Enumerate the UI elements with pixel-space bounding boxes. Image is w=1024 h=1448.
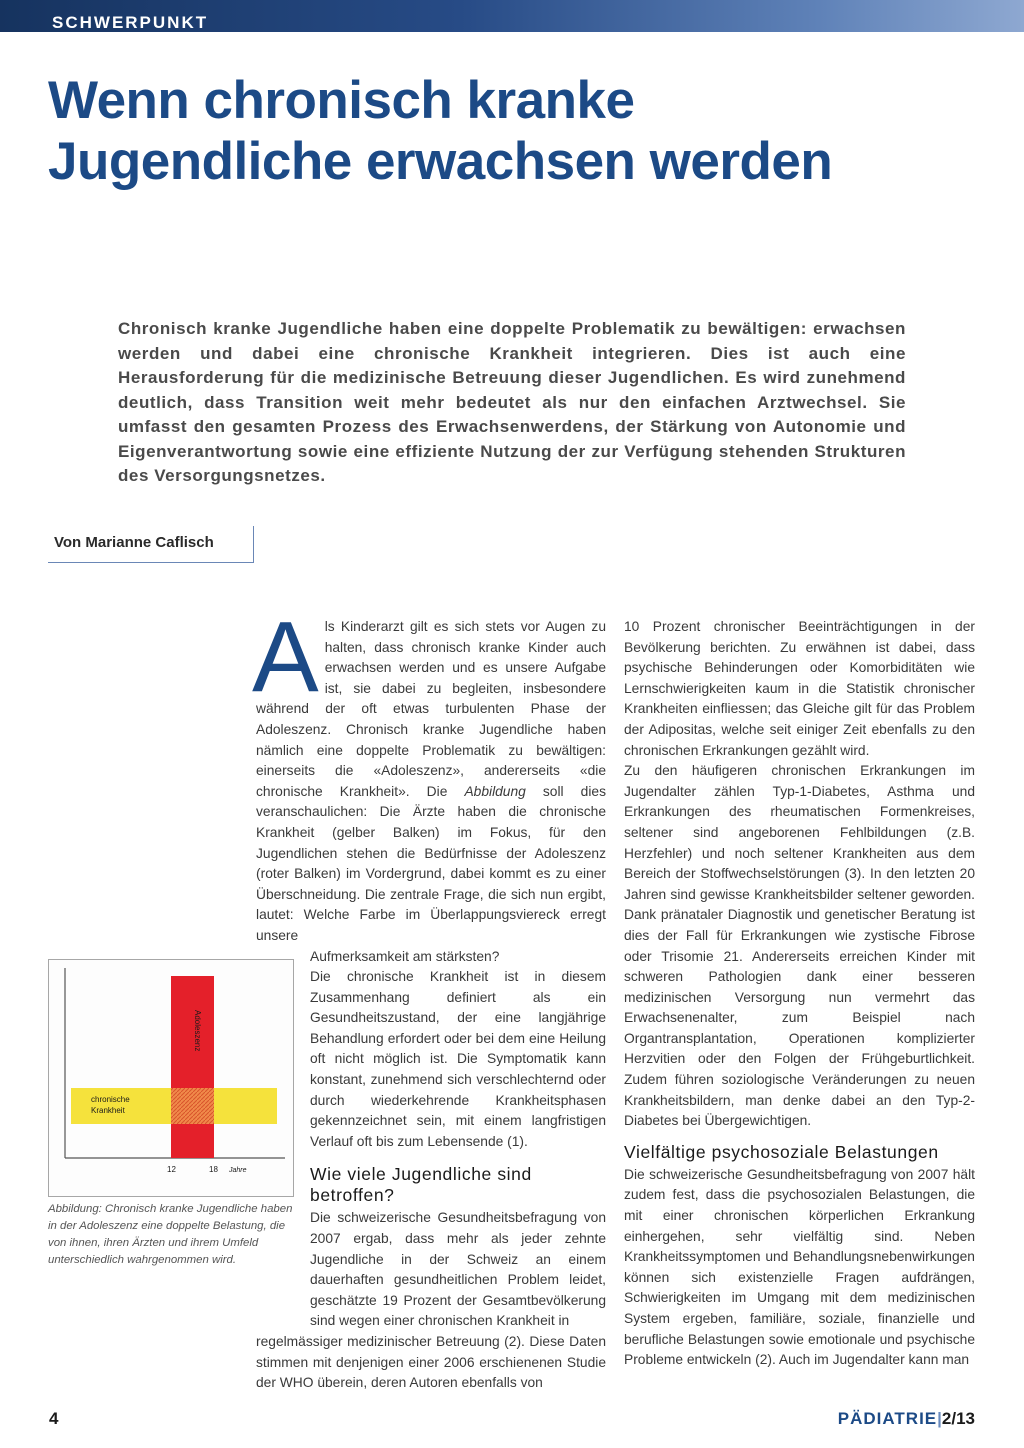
issue-number: 2/13 (941, 1409, 975, 1428)
paragraph-text: ls Kinderarzt gilt es sich stets vor Augen zu halten, dass chronisch kranke Kinder auch erwachsen werden und es unsere Aufgabe ist, sie dabei zu begleiten, insbesondere während der oft etwas turbulenten Phase der Adoleszenz. Chronisch kranke Jugendliche haben nämlich eine doppelte Problematik zu bewältigen: einerseits die «Adoleszenz», andererseits «die chronische Krankheit». Die (256, 619, 606, 799)
journal-footer (838, 1409, 975, 1429)
body-paragraph: Zu den häufigeren chronischen Erkrankungen im Jugendalter zählen Typ-1-Diabetes, Asthma und Erkrankungen des rheumatischen Formenkreises, seltener sind angeborenen Fehlbildungen (z.B. Herzfehler) und noch seltener Krankheiten aus dem Bereich der Stoffwechselstörungen (3). In den letzten 20 Jahren sind gewisse Krankheitsbilder seltener geworden. Dank pränataler Diagnostik und genetischer Beratung ist dies der Fall für Erkrankungen wie zystische Fibrose oder Trisomie 21. Andererseits erreichen Kinder mit schweren Pathologien dank einer besseren medizinischen Versorgung nun vermehrt das Erwachsenenalter, zum Beispiel nach Organtransplantation, Operationen komplizierter Herzvitien oder den Folgen der Frühgeburtlichkeit. Zudem führen soziologische Veränderungen zu neuen Krankheitsbildern, man denke dabei an den Typ-2-Diabetes bei Übergewichtigen. (624, 763, 975, 1129)
lead-paragraph: Chronisch kranke Jugendliche haben eine doppelte Problematik zu bewältigen: erwachsen werden und dabei eine chronische Krankheit integrieren. Dies ist auch eine Herausforderung für die medizinische Betreuung dieser Jugendlichen. Es wird zunehmend deutlich, dass Transition weit mehr bedeutet als nur den einfachen Arztwechsel. Sie umfasst den gesamten Prozess des Erwachsenwerdens, der Stärkung von Autonomie und Eigenverantwortung sowie eine effiziente Nutzung der zur Verfügung stehenden Strukturen des Versorgungsnetzes. (118, 319, 906, 485)
figure-diagram (49, 960, 293, 1196)
adolescence-label: Adoleszenz (193, 1010, 202, 1052)
body-paragraph: Die chronische Krankheit ist in diesem Zusammenhang definiert als ein Gesundheitszustand, der eine langjährige Behandlung erfordert oder bei dem eine Heilung oft nicht möglich ist. Die Symptomatik kann konstant, zunehmend sich verschlechternd oder durch wiederkehrende Krankheitsphasen gekennzeichnet sein, mit einem langfristigen Verlauf oft bis zum Lebensende (1). (310, 969, 606, 1149)
title-line-2: Jugendliche erwachsen werden (48, 132, 833, 191)
tick-label-12: 12 (167, 1165, 176, 1174)
subheading: Wie viele Jugendliche sind betroffen? (310, 1164, 532, 1206)
paragraph-text: soll dies veranschaulichen: Die Ärzte haben die chronische Krankheit (gelber Balken) im Fokus, für den Jugendlichen stehen die Bedürfnisse der Adoleszenz (roter Balken) im Vordergrund, dabei kommt es zu einer Überschneidung. Die zentrale Frage, die sich nun ergibt, lautet: Welche Farbe im Überlappungsviereck erregt unsere (256, 783, 606, 943)
body-column-2 (624, 617, 975, 1371)
chronic-label-line-2: Krankheit (91, 1106, 125, 1115)
body-paragraph: Aufmerksamkeit am stärksten? (310, 948, 500, 964)
section-label: SCHWERPUNKT (52, 13, 209, 32)
tick-label-18: 18 (209, 1165, 218, 1174)
journal-separator: | (937, 1409, 942, 1428)
body-paragraph: Die schweizerische Gesundheitsbefragung von 2007 ergab, dass mehr als jeder zehnte Jugendliche in der Schweiz an einem dauerhaften gesundheitlichen Problem leidet, geschätzte 19 Prozent der Gesamtbevölkerung sind wegen einer chronischen Krankheit in (310, 1210, 606, 1329)
body-column-1 (252, 601, 606, 1394)
figure-reference: Abbildung (464, 783, 526, 799)
journal-name: PÄDIATRIE (837, 1409, 938, 1428)
chronic-label-line-1: chronische (91, 1095, 130, 1104)
title-line-1: Wenn chronisch kranke (48, 71, 635, 130)
figure-caption: Abbildung: Chronisch kranke Jugendliche haben in der Adoleszenz eine doppelte Belastung, die von ihnen, ihren Ärzten und ihrem Umfeld unterschiedlich wahrgenommen wird. (48, 1203, 293, 1266)
figure-adolescence-chronic-illness (48, 959, 294, 1197)
body-paragraph: 10 Prozent chronischer Beeinträchtigungen in der Bevölkerung berichten. Zu erwähnen ist dabei, dass psychische Behinderungen oder Komorbiditäten wie Lernschwierigkeiten kaum in die Statistik chronischer Krankheiten einfliessen; das Gleiche gilt für das Problem der Adipositas, welche seit einiger Zeit ebenfalls zu den chronischen Erkrankungen gezählt wird. (624, 619, 975, 758)
article-title (48, 70, 988, 192)
body-paragraph: regelmässiger medizinischer Betreuung (2). Diese Daten stimmen mit denjenigen einer 2006 erschienenen Studie der WHO überein, deren Autoren ebenfalls von (256, 1334, 606, 1391)
body-paragraph: Die schweizerische Gesundheitsbefragung von 2007 hält zudem fest, dass die psychosozialen Belastungen, die mit einer chronischen körperlichen Erkrankung einhergehen, sehr vielfältig sind. Neben Krankheitssymptomen und Behandlungsnebenwirkungen können sich existenzielle Fragen aufdrängen, Schwierigkeiten im Umgang mit dem medizinischen System ergeben, familiäre, soziale, finanzielle und berufliche Belastungen sowie emotionale und psychische Probleme entwickeln (2). Auch im Jugendalter kann man (624, 1166, 975, 1368)
axis-unit-label: Jahre (229, 1167, 247, 1174)
author-byline: Von Marianne Caflisch (54, 534, 214, 551)
author-box (48, 526, 254, 563)
overlap-square (171, 1088, 214, 1124)
page-number: 4 (49, 1409, 59, 1428)
body-paragraph (252, 601, 606, 947)
adolescence-bar (171, 976, 214, 1158)
subheading: Vielfältige psychosoziale Belastungen (624, 1141, 939, 1162)
drop-cap: A (252, 601, 319, 713)
